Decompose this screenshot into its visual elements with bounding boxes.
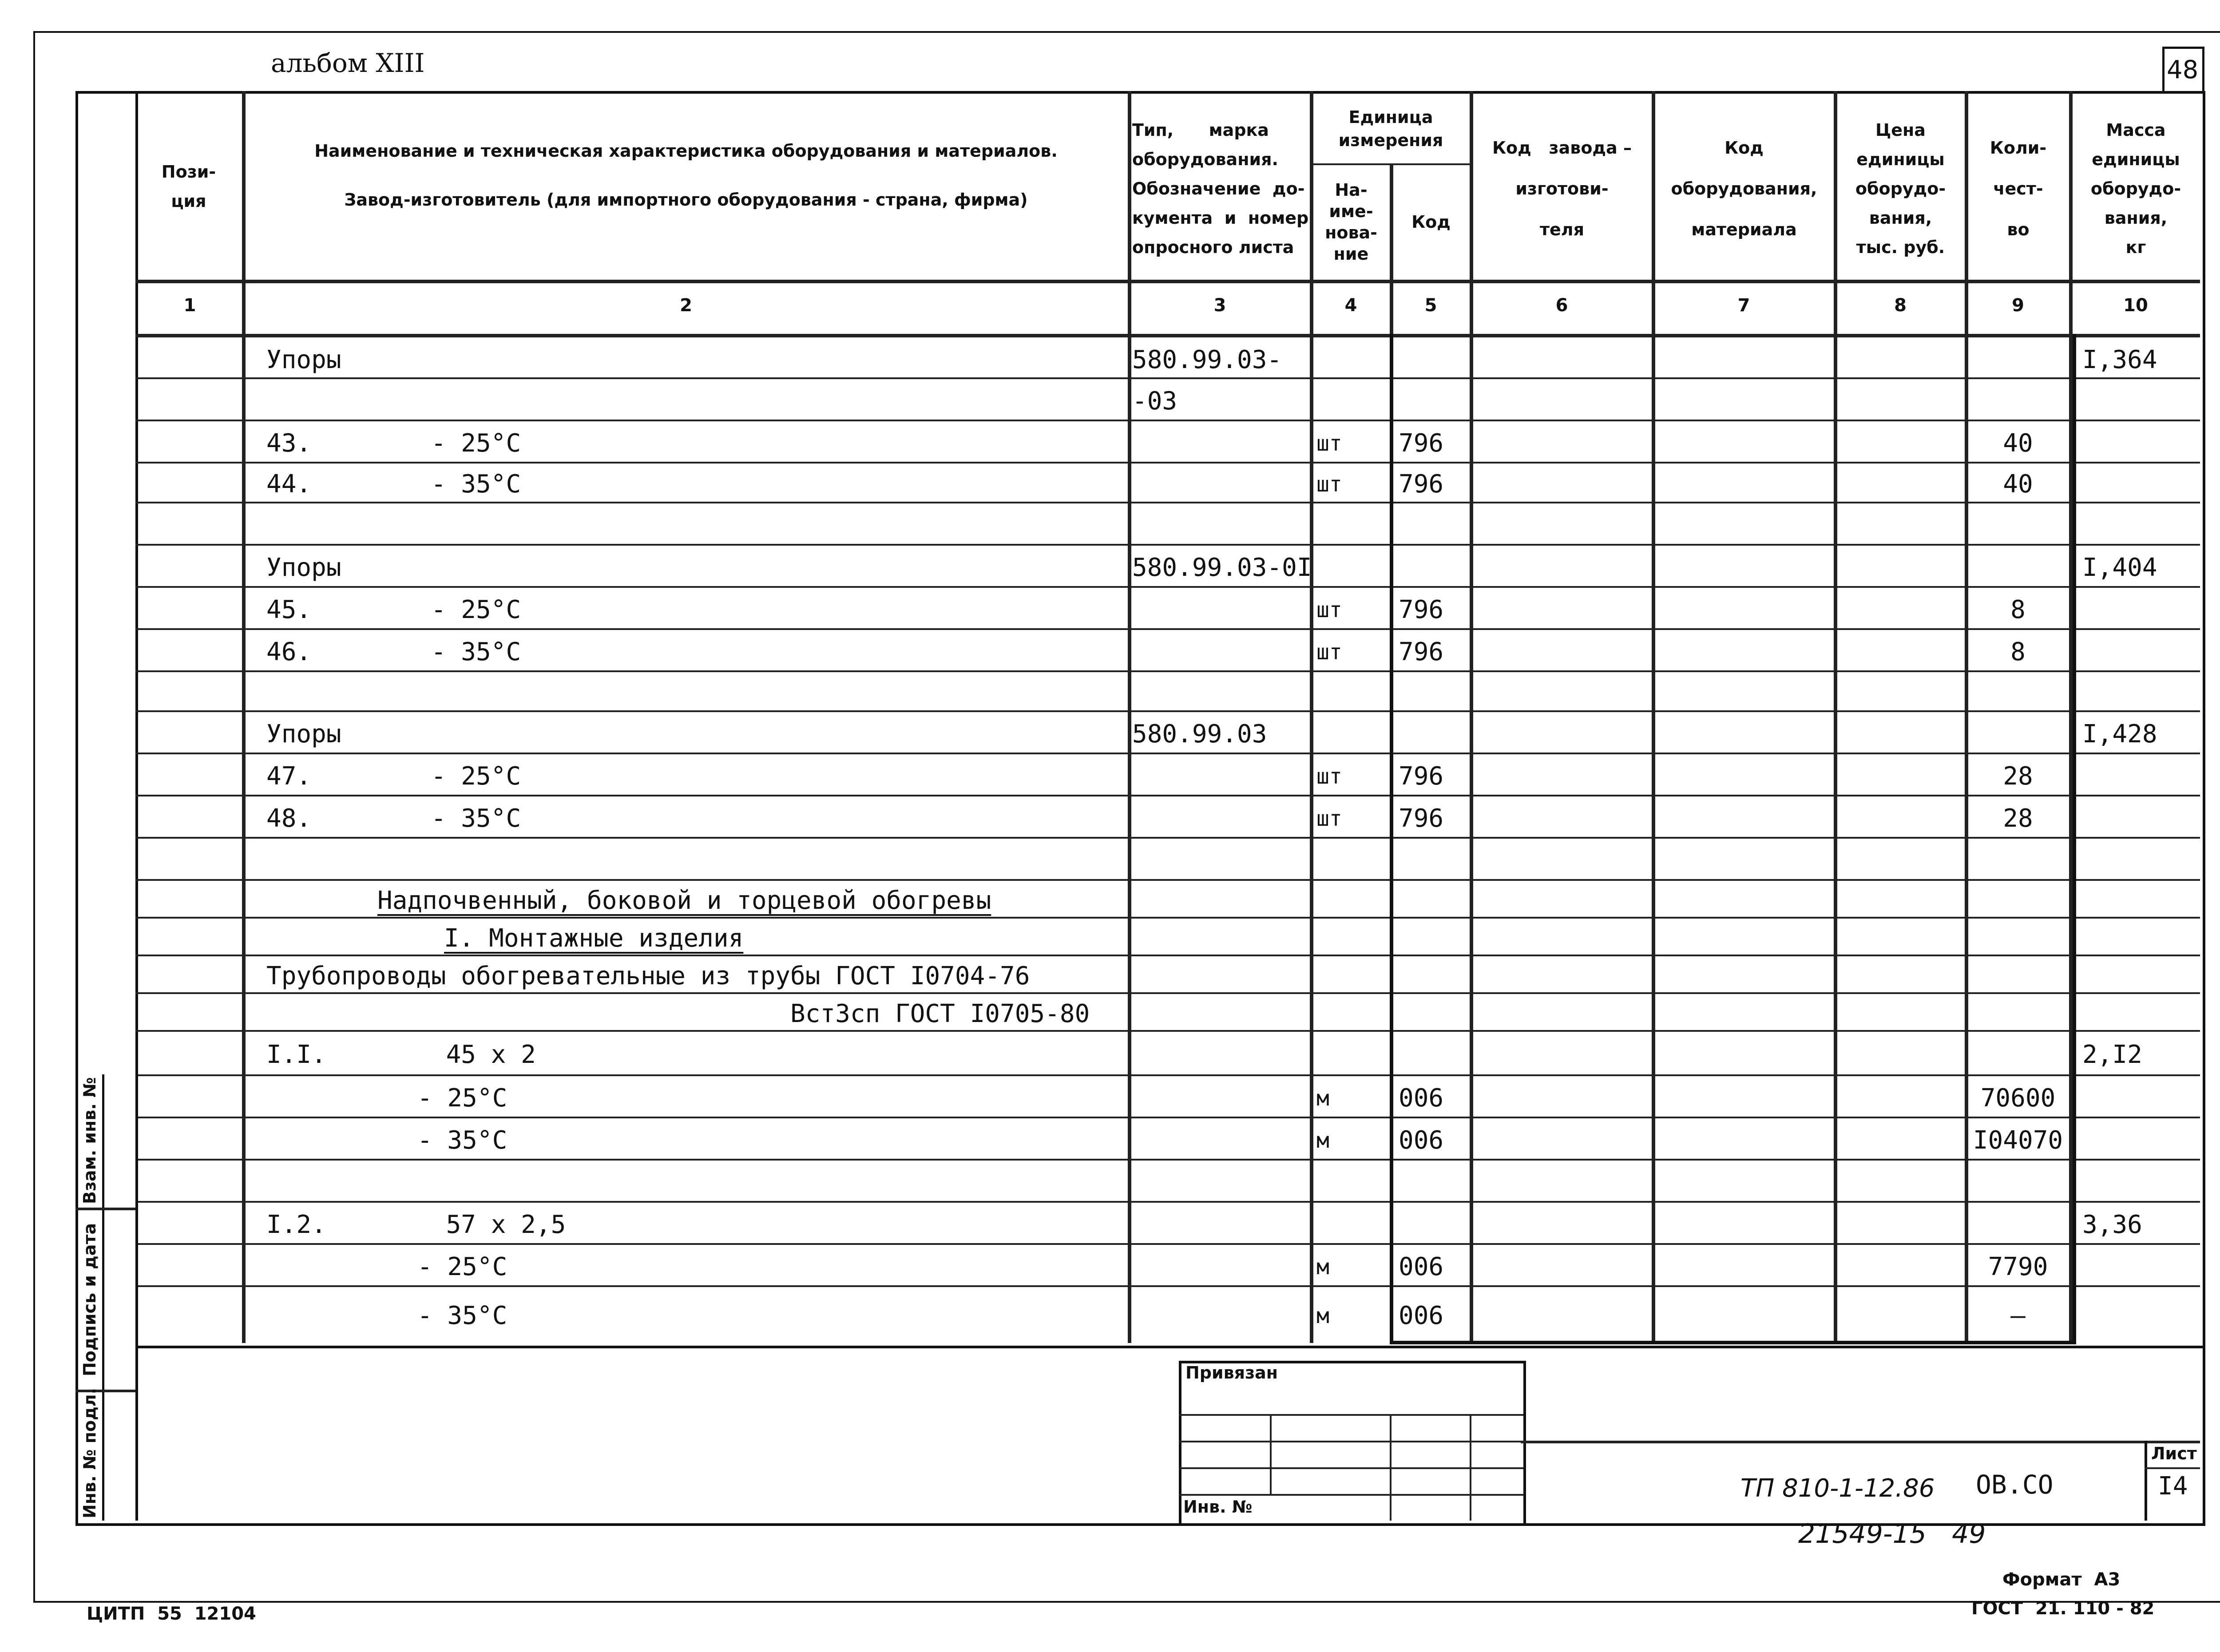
side-sep-1: [75, 1208, 135, 1210]
stamp-line-4: [1179, 1494, 1523, 1496]
stamp-line-2: [1179, 1441, 1523, 1442]
header-col2-line1: Наименование и техническая характеристика оборудования и материалов.: [314, 141, 1058, 161]
list-box-divider: [2145, 1467, 2200, 1469]
table-cell-c2: 48. - 35°C: [266, 804, 521, 833]
stamp-vline-1: [1270, 1414, 1272, 1494]
table-cell-c4: шт: [1316, 472, 1342, 497]
table-cell-c4: м: [1316, 1254, 1329, 1280]
colnum-5: 5: [1424, 295, 1437, 316]
table-cell-c2: Упоры: [266, 553, 341, 582]
table-cell-c5: 796: [1399, 761, 1444, 791]
header-col3: Тип, марка оборудования. Обозначение до- кумента и номер опросного листа: [1132, 120, 1309, 257]
table-cell-c2: 46. - 35°C: [266, 637, 521, 666]
colnum-4: 4: [1344, 295, 1357, 316]
stamp-inv-label: Инв. №: [1183, 1497, 1253, 1517]
side-label-inv: Инв. № подл.: [80, 1387, 99, 1518]
corner-page-number: 48: [2167, 55, 2199, 84]
table-cell-c5: 006: [1399, 1083, 1444, 1113]
header-col9: Коли- чест- во: [1990, 138, 2047, 239]
table-cell-c5: 006: [1399, 1301, 1444, 1330]
table-cell-c3: -03: [1132, 386, 1177, 416]
table-cell-c10: I,428: [2082, 719, 2157, 749]
table-cell-c9: 7790: [1988, 1252, 2048, 1281]
colnum-8: 8: [1894, 295, 1907, 316]
table-cell-c2: Упоры: [266, 719, 341, 749]
table-cell-c9: –: [2010, 1301, 2026, 1330]
stamp-privyazan-label: Привязан: [1185, 1363, 1278, 1383]
table-cell-c10: I,404: [2082, 553, 2157, 582]
table-cell-c2: 44. - 35°C: [266, 470, 521, 499]
table-cell-c9: 40: [2003, 428, 2033, 458]
stamp-line-3: [1179, 1467, 1523, 1469]
table-cell-c9: 28: [2003, 761, 2033, 791]
side-divider: [102, 1074, 104, 1521]
table-cell-c4: шт: [1316, 431, 1342, 456]
table-cell-c2: Трубопроводы обогревательные из трубы ГОСТ I0704-76: [266, 961, 1030, 990]
table-cell-c2: - 25°C: [417, 1083, 507, 1113]
colnum-7: 7: [1737, 295, 1750, 316]
side-label-vzam: Взам. инв. №: [80, 1077, 99, 1204]
table-cell-c4: м: [1316, 1303, 1329, 1328]
table-cell-c9: 28: [2003, 804, 2033, 833]
table-cell-c5: 796: [1399, 470, 1444, 499]
table-cell-c4: шт: [1316, 806, 1342, 831]
table-cell-c2: ВстЗсп ГОСТ I0705-80: [790, 999, 1090, 1028]
side-label-podpis: Подпись и дата: [80, 1223, 99, 1376]
table-cell-c2: Надпочвенный, боковой и торцевой обогревы: [377, 886, 991, 915]
doc-code: ТП 810-1-12.86: [1740, 1474, 1935, 1503]
table-cell-c5: 796: [1399, 595, 1444, 624]
table-cell-c4: шт: [1316, 764, 1342, 789]
table-cell-c9: 40: [2003, 470, 2033, 499]
stamp-vline-3: [1470, 1414, 1471, 1521]
handwritten-number: 21549-15 49: [1798, 1518, 1986, 1549]
table-cell-c4: шт: [1316, 597, 1342, 622]
table-cell-c10: 2,I2: [2082, 1040, 2142, 1069]
colnum-10: 10: [2123, 295, 2148, 316]
list-label: Лист: [2151, 1444, 2197, 1463]
doc-suffix: ОВ.СО: [1976, 1470, 2054, 1500]
table-cell-c10: I,364: [2082, 345, 2157, 374]
table-cell-c9: 8: [2010, 637, 2026, 666]
table-cell-c2: Упоры: [266, 345, 341, 374]
header-col1: Пози- ция: [161, 162, 216, 211]
header-col7: Код оборудования, материала: [1671, 138, 1817, 239]
table-cell-c3: 580.99.03-: [1132, 345, 1282, 374]
stamp-line-1: [1179, 1414, 1523, 1416]
colnum-3: 3: [1213, 295, 1226, 316]
col-line-2: [1128, 91, 1131, 1343]
table-cell-c5: 006: [1399, 1252, 1444, 1281]
table-cell-c5: 796: [1399, 428, 1444, 458]
table-cell-c2: I.2. 57 x 2,5: [266, 1210, 566, 1239]
header-unit-group: Единица измерения: [1338, 107, 1443, 150]
table-cell-c9: 70600: [1980, 1083, 2056, 1113]
title-block-top: [1521, 1441, 2200, 1443]
table-cell-c3: 580.99.03-0I: [1132, 553, 1312, 582]
table-cell-c2: I. Монтажные изделия: [444, 923, 744, 953]
header-col8: Цена единицы оборудо- вания, тыс. руб.: [1855, 120, 1946, 257]
header-col6: Код завода – изготови- теля: [1492, 138, 1632, 239]
colnum-1: 1: [183, 295, 196, 316]
table-cell-c2: 43. - 25°C: [266, 428, 521, 458]
header-bottom-line: [135, 280, 2200, 283]
header-col10: Масса единицы оборудо- вания, кг: [2090, 120, 2181, 257]
table-cell-c2: - 35°C: [417, 1125, 507, 1155]
colnum-2: 2: [680, 295, 692, 316]
table-cell-c9: I04070: [1973, 1125, 2063, 1155]
header-col5: Код: [1411, 212, 1451, 232]
list-value: I4: [2158, 1472, 2188, 1501]
album-title: альбом XIII: [271, 48, 425, 78]
table-cell-c2: - 35°C: [417, 1301, 507, 1330]
table-cell-c4: шт: [1316, 639, 1342, 665]
table-cell-c4: м: [1316, 1085, 1329, 1111]
table-cell-c2: 47. - 25°C: [266, 761, 521, 791]
code-block-border: [1390, 334, 2076, 1344]
col-line-3: [1310, 91, 1313, 1343]
table-cell-c5: 796: [1399, 804, 1444, 833]
table-cell-c4: м: [1316, 1128, 1329, 1153]
header-col4: На- име- нова- ние: [1325, 180, 1377, 264]
colnum-9: 9: [2012, 295, 2024, 316]
table-cell-c2: I.I. 45 x 2: [266, 1040, 536, 1069]
table-cell-c2: - 25°C: [417, 1252, 507, 1281]
footer-left-code: ЦИТП 55 12104: [87, 1604, 256, 1624]
table-cell-c10: 3,36: [2082, 1210, 2142, 1239]
colnum-6: 6: [1555, 295, 1568, 316]
table-cell-c9: 8: [2010, 595, 2026, 624]
col-line-1: [242, 91, 246, 1343]
table-cell-c5: 006: [1399, 1125, 1444, 1155]
footer-format: Формат А3: [2002, 1569, 2121, 1590]
table-cell-c5: 796: [1399, 637, 1444, 666]
table-cell-c3: 580.99.03: [1132, 719, 1267, 749]
header-col2-line2: Завод-изготовитель (для импортного оборудования - страна, фирма): [344, 190, 1028, 210]
footer-gost: ГОСТ 21. 110 - 82: [1971, 1598, 2155, 1619]
table-cell-c2: 45. - 25°C: [266, 595, 521, 624]
stamp-vline-2: [1390, 1414, 1391, 1521]
